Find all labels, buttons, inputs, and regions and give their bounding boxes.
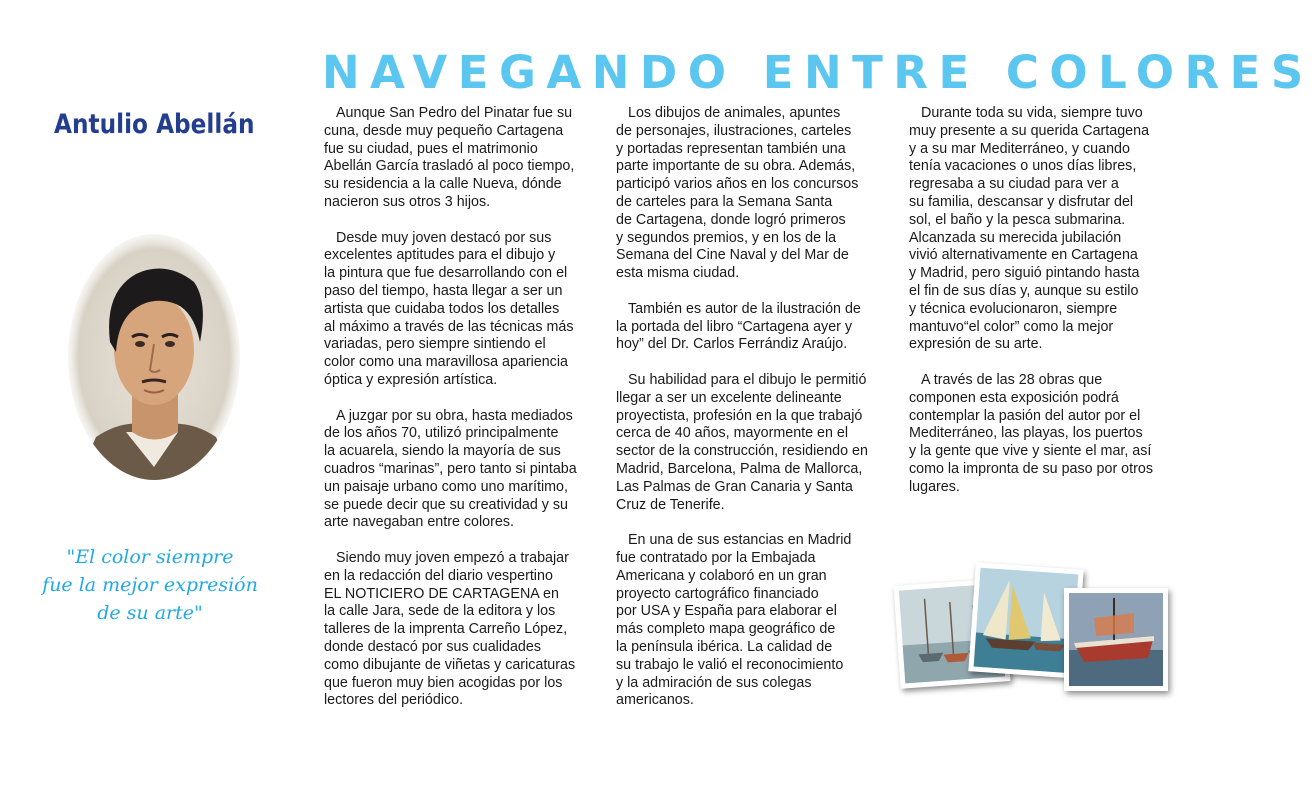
paragraph: Los dibujos de animales, apuntes de personajes, ilustraciones, carteles y portadas representan también una parte importante de su obra. Además, participó varios años en los concursos de carteles para la Semana Santa de Cartagena, donde logró primeros y segundos premios, y en los de la Semana del Cine Naval y del Mar de esta misma ciudad. (616, 105, 859, 282)
paragraph: Desde muy joven destacó por sus excelentes aptitudes para el dibujo y la pintura que fue desarrollando con el paso del tiempo, hasta llegar a ser un artista que cuidaba todos los detalles al máximo a través de las técnicas más variadas, pero siempre sintiendo el color como una maravillosa apariencia óptica y expresión artística. (324, 229, 574, 388)
page-title: NAVEGANDO ENTRE COLORES (322, 46, 1314, 99)
paragraph: Aunque San Pedro del Pinatar fue su cuna, desde muy pequeño Cartagena fue su ciudad, pues el matrimonio Abellán García trasladó al poco tiempo, su residencia a la calle Nueva, dónde nacieron sus otros 3 hijos. (324, 105, 575, 210)
paragraph: A través de las 28 obras que componen esta exposición podrá contemplar la pasión del autor por el Mediterráneo, las playas, los puertos y la gente que vive y siente el mar, así como la impronta de su paso por otros lugares. (909, 371, 1153, 495)
text-column-3 (909, 105, 1175, 514)
paragraph: En una de sus estancias en Madrid fue contratado por la Embajada Americana y colaboró en un gran proyecto cartográfico financiado por USA y España para elaborar el más completo mapa geográfico de la península ibérica. La calidad de su trabajo le valió el reconocimiento y la admiración de sus colegas americanos. (616, 532, 852, 709)
paragraph: Su habilidad para el dibujo le permitió llegar a ser un excelente delineante proyectista, profesión en la que trabajó cerca de 40 años, mayormente en el sector de la construcción, residiendo en Madrid, Barcelona, Palma de Mallorca, Las Palmas de Gran Canaria y Santa Cruz de Tenerife. (616, 371, 868, 513)
paragraph: Siendo muy joven empezó a trabajar en la redacción del diario vespertino EL NOTICIERO DE CARTAGENA en la calle Jara, sede de la editora y los talleres de la imprenta Carreño López, donde destacó por sus cualidades como dibujante de viñetas y caricaturas que fueron muy bien acogidas por los lectores del periódico. (324, 549, 576, 709)
paragraph: Durante toda su vida, siempre tuvo muy presente a su querida Cartagena y a su mar Mediterráneo, y cuando tenía vacaciones o unos días libres, regresaba a su ciudad para ver a su familia, descansar y disfrutar del sol, el baño y la pesca submarina. Alcanzada su merecida jubilación vivió alternativamente en Cartagena y Madrid, pero siguió pintando hasta el fin de sus días y, aunque su estilo y técnica evolucionaron, siempre mantuvo“el color” como la mejor expresión de su arte. (909, 105, 1150, 353)
fishing-boat-painting-icon (1064, 588, 1168, 691)
text-column-2 (616, 105, 882, 728)
author-name: Antulio Abellán (54, 109, 255, 140)
pull-quote: "El color siempre fue la mejor expresión de su arte" (42, 546, 258, 624)
portrait-painting-icon (66, 232, 242, 482)
paragraph: También es autor de la ilustración de la portada del libro “Cartagena ayer y hoy” del Dr. Carlos Ferrándiz Araújo. (616, 300, 861, 353)
text-column-1 (324, 105, 590, 728)
paragraph: A juzgar por su obra, hasta mediados de los años 70, utilizó principalmente la acuarela, siendo la mayoría de sus cuadros “marinas”, pero tanto si pintaba un paisaje urbano como uno marítimo, se puede decir que su creatividad y su arte navegaban entre colores. (324, 407, 577, 531)
